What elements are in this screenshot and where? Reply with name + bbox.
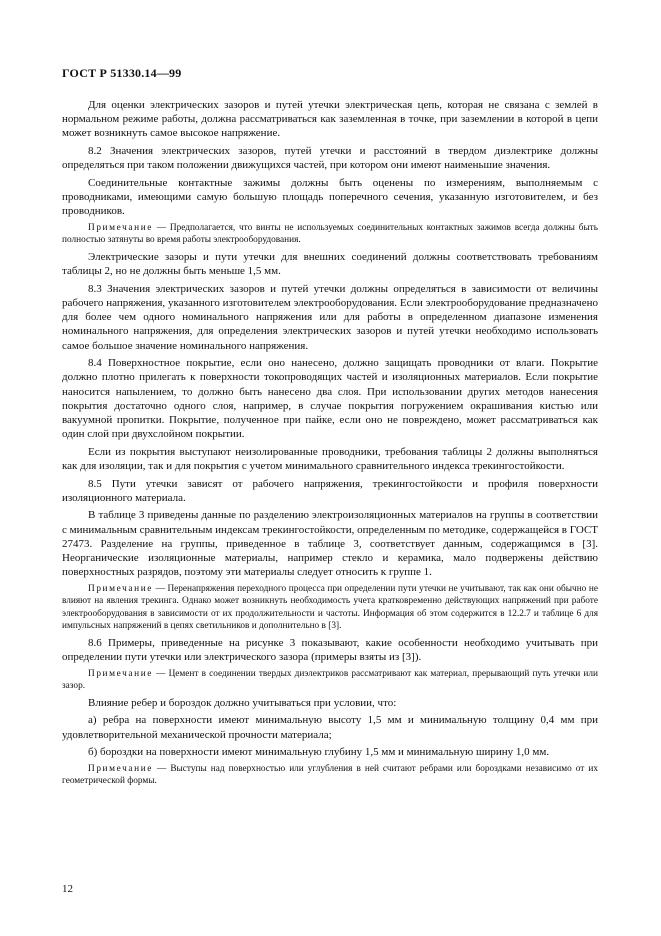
list-item-b: б) бороздки на поверхности имеют минимальную глубину 1,5 мм и минимальную ширину 1,0 мм. xyxy=(88,746,550,759)
note-label: Примечание xyxy=(88,668,153,679)
note-text: Перенапряжения переходного процесса при определении пути утечки не учитывают, так как они обычно не влияют на явления трекинга. Однако может возникнуть необходимость учета кратковременно действующих напряжений при работе электрооборудования в зависимости от их продолжительности и частоты. Информация об этом содержится в 12.2.7 и таблице 6 для импульсных напряжений в цепях светильников и дополнительно в [3]. xyxy=(62,583,598,632)
note: Примечание — Перенапряжения переходного процесса при определении пути утечки не учитывают, так как они обычно не влияют на явления трекинга. Однако может возникнуть необходимость учета кратковременно действующих напряжений при работе электрооборудования в зависимости от их продолжительности и частоты. Информация об этом содержится в 12.2.7 и таблице 6 для импульсных напряжений в цепях светильников и дополнительно в [3]. xyxy=(62,583,598,632)
note-text: Предполагается, что винты не используемых соединительных контактных зажимов всегда должны быть полностью затянуты во время работы электрооборудования. xyxy=(62,222,598,246)
list-item-a: а) ребра на поверхности имеют минимальную высоту 1,5 мм и минимальную толщину 0,4 мм при удовлетворительной механической прочности материала; xyxy=(62,714,598,741)
page-number: 12 xyxy=(62,883,73,895)
standard-header: ГОСТ Р 51330.14—99 xyxy=(62,66,182,80)
note: Примечание — Выступы над поверхностью или углубления в ней считают ребрами или бороздками независимо от их геометрической формы. xyxy=(62,763,599,787)
paragraph: Влияние ребер и бороздок должно учитываться при условии, что: xyxy=(88,696,397,709)
note-text: Выступы над поверхностью или углубления в ней считают ребрами или бороздками независимо от их геометрической формы. xyxy=(62,763,599,787)
paragraph-8-6: 8.6 Примеры, приведенные на рисунке 3 показывают, какие особенности необходимо учитывать при определении пути утечки или электрического зазора (примеры взяты из [3]). xyxy=(62,636,598,664)
paragraph-8-2: 8.2 Значения электрических зазоров, путей утечки и расстояний в твердом диэлектрике должны определяться при таком положении движущихся частей, при котором они имеют наименьшие значения. xyxy=(62,145,598,172)
note-label: Примечание xyxy=(88,222,153,233)
paragraph: Электрические зазоры и пути утечки для внешних соединений должны соответствовать требованиям таблицы 2, но не должны быть меньше 1,5 мм. xyxy=(62,251,598,278)
note: Примечание — Цемент в соединении твердых диэлектриков рассматривают как материал, прерывающий путь утечки или зазор. xyxy=(62,668,599,692)
note-label: Примечание xyxy=(88,763,153,774)
note-text: Цемент в соединении твердых диэлектриков рассматривают как материал, прерывающий путь утечки или зазор. xyxy=(62,668,599,692)
paragraph: Для оценки электрических зазоров и путей утечки электрическая цепь, которая не связана с землей в нормальном режиме работы, должна рассматриваться как заземленная в точке, при заземлении в которой в цепи может возникнуть самое высокое напряжение. xyxy=(62,99,598,140)
paragraph: Если из покрытия выступают неизолированные проводники, требования таблицы 2 должны выполняться как для изоляции, так и для покрытия с учетом минимального сравнительного индекса трекингостойкости. xyxy=(62,445,598,473)
note-label: Примечание xyxy=(88,583,153,594)
paragraph: Соединительные контактные зажимы должны быть оценены по измерениям, выполняемым с проводниками, имеющими самую большую площадь поперечного сечения, указанную изготовителем, и без проводников. xyxy=(62,176,598,218)
paragraph-8-5: 8.5 Пути утечки зависят от рабочего напряжения, трекингостойкости и профиля поверхности изоляционного материала. xyxy=(62,477,598,504)
paragraph: В таблице 3 приведены данные по разделению электроизоляционных материалов на группы в соответствии с минимальным сравнительным индексам трекингостойкости, определенным по методике, содержащейся в ГОСТ 27473. Разделение на группы, приведенное в таблице 3, соответствует данным, содержащимся в [3]. Неорганические изоляционные материалы, например стекло и керамика, мало подвержены действию поверхностных разрядов, поэтому эти материалы следует относить к группе 1. xyxy=(62,509,598,579)
document-body xyxy=(62,98,598,791)
paragraph-8-3: 8.3 Значения электрических зазоров и путей утечки должны определяться в зависимости от величины рабочего напряжения, указанного изготовителем электрооборудования. Если электрооборудование предназначено для более чем одного номинального напряжения или для работы в определенном диапазоне изменения номинального напряжения, для определения электрических зазоров и путей утечки необходимо использовать самое большое значение номинального напряжения. xyxy=(62,282,598,352)
note: Примечание — Предполагается, что винты не используемых соединительных контактных зажимов всегда должны быть полностью затянуты во время работы электрооборудования. xyxy=(62,222,598,246)
paragraph-8-4: 8.4 Поверхностное покрытие, если оно нанесено, должно защищать проводники от влаги. Покрытие должно плотно прилегать к поверхности токопроводящих частей и изоляционных материалов. Если покрытие наносится напылением, то должно быть нанесено два слоя. При использовании других методов нанесения покрытия достаточно одного слоя, например, в случае покрытия погружением окрашивания кистью или вакуумной пропитки. Покрытие, полученное при пайке, если оно не повреждено, может рассматриваться как один слой при двухслойном покрытии. xyxy=(62,357,598,441)
